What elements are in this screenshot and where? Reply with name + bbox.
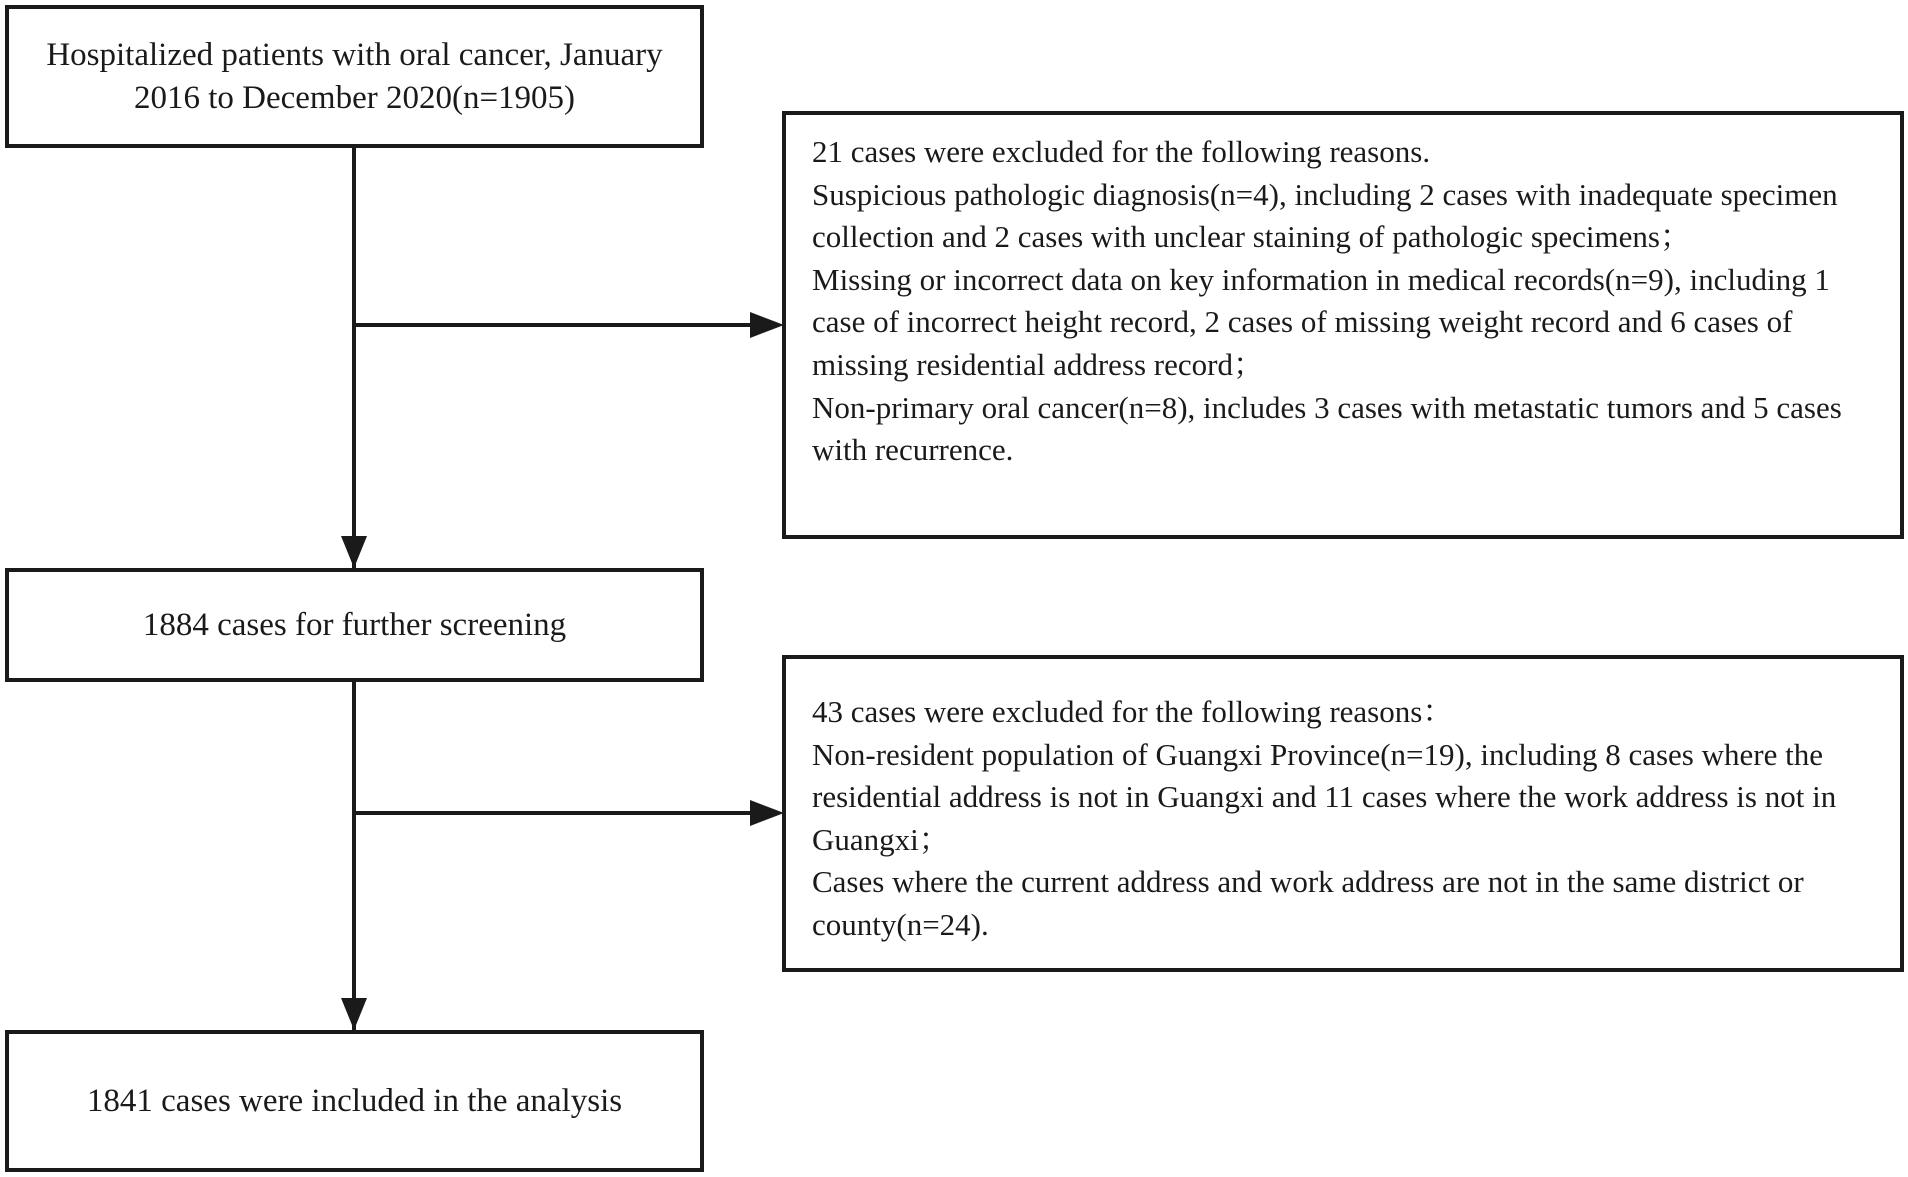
box-hospitalized-patients <box>5 5 704 148</box>
exclusion-2-line-1: 43 cases were excluded for the following reasons： <box>812 694 1454 729</box>
exclusion-1-line-1: 21 cases were excluded for the following reasons. <box>812 134 1431 169</box>
exclusion-1-line-4: Non-primary oral cancer(n=8), includes 3 cases with metastatic tumors and 5 cases with recurrence. <box>812 389 1842 468</box>
exclusion-2-line-2: Non-resident population of Guangxi Province(n=19), including 8 cases where the residential address is not in Guangxi and 11 cases where the work address is not in Guangxi； <box>812 736 1837 857</box>
arrowhead-box3 <box>341 998 367 1030</box>
exclusion-1-line-3: Missing or incorrect data on key information in medical records(n=9), including 1 case of incorrect height record, 2 cases of missing weight record and 6 cases of missing residential address record； <box>812 261 1830 382</box>
box-included-analysis-text: 1841 cases were included in the analysis <box>86 1082 623 1119</box>
arrowhead-box2 <box>341 536 367 568</box>
arrowhead-exclusion-2 <box>750 800 784 826</box>
box-further-screening <box>5 568 704 682</box>
box-further-screening-text: 1884 cases for further screening <box>142 606 567 643</box>
box-hospitalized-patients-text: Hospitalized patients with oral cancer, January 2016 to December 2020(n=1905) <box>46 36 663 116</box>
exclusion-2-line-3: Cases where the current address and work address are not in the same district or county(n=24). <box>812 864 1804 942</box>
arrowhead-exclusion-1 <box>750 312 784 338</box>
box-exclusion-1 <box>782 111 1904 539</box>
exclusion-1-line-2: Suspicious pathologic diagnosis(n=4), including 2 cases with inadequate specimen collection and 2 cases with unclear staining of pathologic specimens； <box>812 176 1838 255</box>
box-included-analysis <box>5 1030 704 1172</box>
box-exclusion-2 <box>782 655 1904 972</box>
